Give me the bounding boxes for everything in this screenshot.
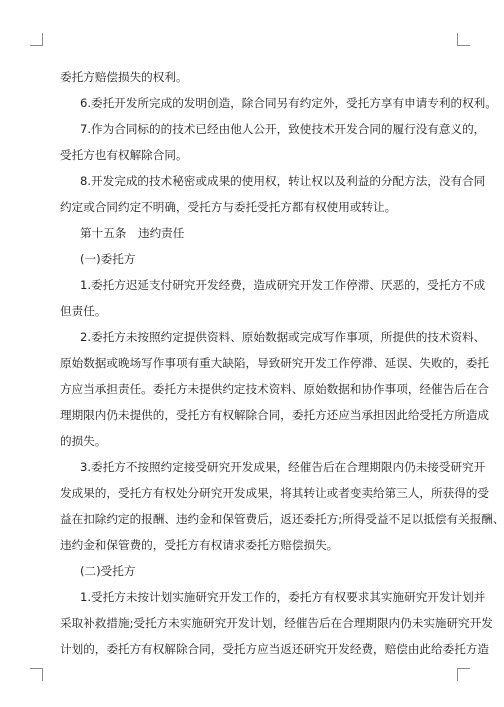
text-line: 1.委托方迟延支付研究开发经费，造成研究开发工作停滞、厌恶的，受托方不成 — [80, 278, 486, 292]
text-line: (二)受托方 — [80, 564, 136, 578]
text-line: 发成果的，受托方有权处分研究开发成果，将其转让或者变卖给第三人，所获得的受 — [60, 486, 489, 500]
document-body — [60, 64, 504, 662]
text-line: 3.委托方不按照约定接受研究开发成果，经催告后在合理期限内仍未接受研究开 — [80, 460, 486, 474]
crop-mark-bottom-right — [457, 668, 470, 681]
text-line: 原始数据或晚场写作事项有重大缺陷，导致研究开发工作停滞、延误、失败的，委托 — [60, 356, 489, 370]
text-line: 6.委托开发所完成的发明创造，除合同另有约定外，受托方享有申请专利的权利。 — [80, 96, 497, 110]
text-line: 违约金和保管费的，受托方有权请求委托方赔偿损失。 — [60, 538, 339, 552]
text-line: 第十五条 违约责任 — [80, 226, 185, 240]
crop-mark-top-right — [457, 33, 470, 46]
text-line: 1.受托方未按计划实施研究开发工作的，委托方有权要求其实施研究开发计划并 — [80, 590, 486, 604]
text-line: 委托方赔偿损失的权利。 — [60, 70, 188, 84]
text-line: (一)委托方 — [80, 252, 136, 266]
crop-mark-bottom-left — [30, 668, 43, 681]
text-line: 理期限内仍未提供的，受托方有权解除合同，委托方还应当承担因此给受托方所造成 — [60, 408, 489, 422]
text-line: 的损失。 — [60, 434, 107, 448]
text-line: 约定或合同约定不明确，受托方与委托受托方都有权使用或转让。 — [60, 200, 397, 214]
crop-mark-top-left — [30, 33, 43, 46]
text-line: 8.开发完成的技术秘密或成果的使用权，转让权以及利益的分配方法，没有合同 — [80, 174, 486, 188]
text-line: 但责任。 — [60, 304, 107, 318]
text-line: 计划的，委托方有权解除合同，受托方应当返还研究开发经费，赔偿由此给委托方造 — [60, 642, 489, 656]
text-line: 益在扣除约定的报酬、违约金和保管费后，返还委托方;所得受益不足以抵偿有关报酬、 — [60, 512, 504, 526]
text-line: 采取补救措施;受托方未实施研究开发计划，经催告后在合理期限内仍未实施研究开发 — [60, 616, 493, 630]
text-line: 7.作为合同标的的技术已经由他人公开，致使技术开发合同的履行没有意义的， — [80, 122, 486, 136]
text-line: 方应当承担责任。委托方未提供约定技术资料、原始数据和协作事项，经催告后在合 — [60, 382, 489, 396]
text-line: 2.委托方未按照约定提供资料、原始数据或完成写作事项，所提供的技术资料、 — [80, 330, 486, 344]
text-line: 受托方也有权解除合同。 — [60, 148, 188, 162]
